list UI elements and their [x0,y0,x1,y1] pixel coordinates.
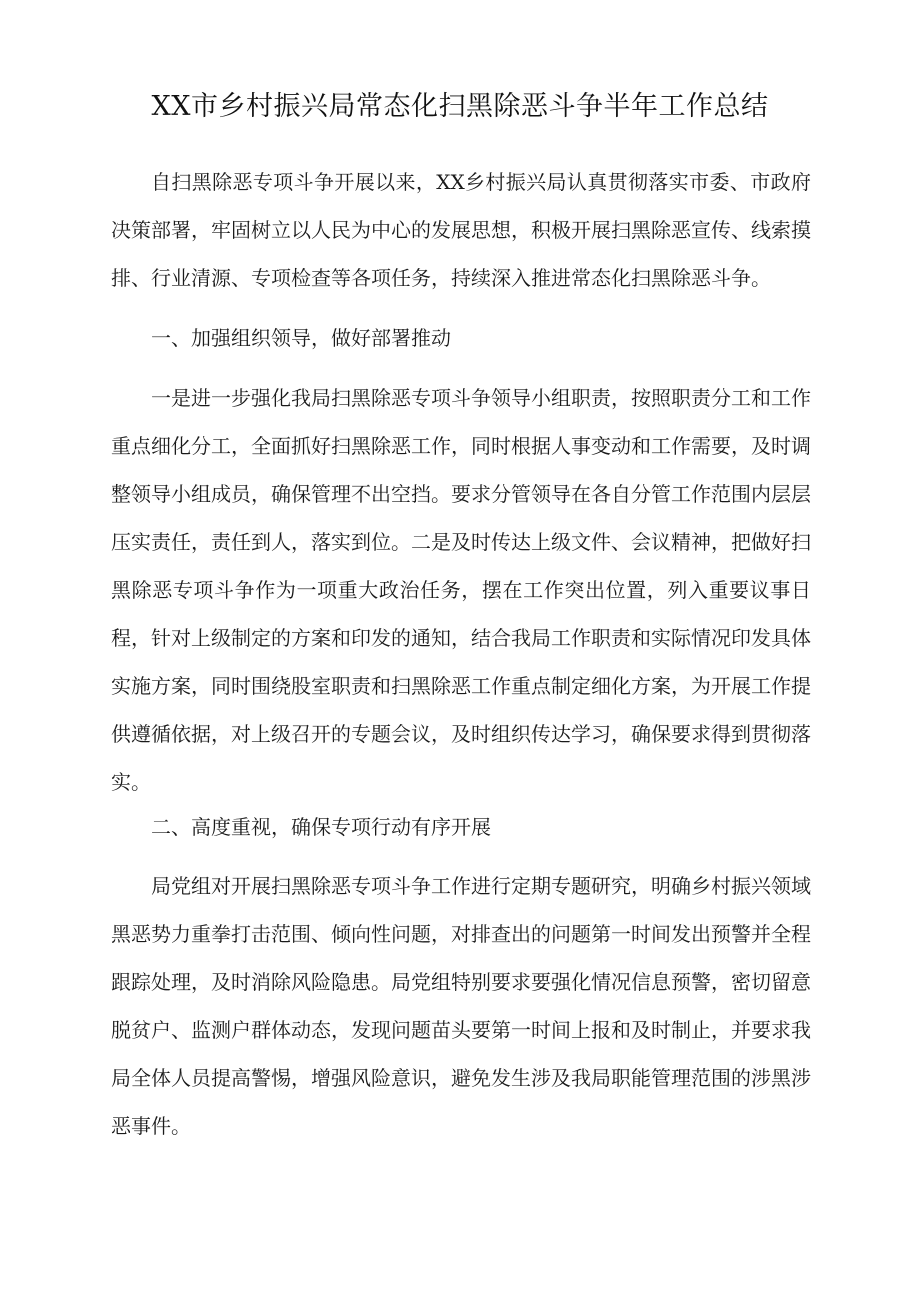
section-heading-2: 二、高度重视，确保专项行动有序开展 [151,815,491,839]
document-title: XX市乡村振兴局常态化扫黑除恶斗争半年工作总结 [151,91,769,122]
intro-paragraph: 自扫黑除恶专项斗争开展以来，XX乡村振兴局认真贯彻落实市委、市政府决策部署，牢固树立以人民为中心的发展思想，积极开展扫黑除恶宣传、线索摸排、行业清源、专项检查等各项任务，持续深入推进常态化扫黑除恶斗争。 [111,170,811,290]
section-heading-1: 一、加强组织领导，做好部署推动 [151,326,451,350]
section-body-1: 一是进一步强化我局扫黑除恶专项斗争领导小组职责，按照职责分工和工作重点细化分工，全面抓好扫黑除恶工作，同时根据人事变动和工作需要，及时调整领导小组成员，确保管理不出空挡。要求分管领导在各自分管工作范围内层层压实责任，责任到人，落实到位。二是及时传达上级文件、会议精神，把做好扫黑除恶专项斗争作为一项重大政治任务，摆在工作突出位置，列入重要议事日程，针对上级制定的方案和印发的通知，结合我局工作职责和实际情况印发具体实施方案，同时围绕股室职责和扫黑除恶工作重点制定细化方案，为开展工作提供遵循依据，对上级召开的专题会议，及时组织传达学习，确保要求得到贯彻落实。 [111,386,811,794]
section-body-2: 局党组对开展扫黑除恶专项斗争工作进行定期专题研究，明确乡村振兴领域黑恶势力重拳打击范围、倾向性问题，对排查出的问题第一时间发出预警并全程跟踪处理，及时消除风险隐患。局党组特别要求要强化情况信息预警，密切留意脱贫户、监测户群体动态，发现问题苗头要第一时间上报和及时制止，并要求我局全体人员提高警惕，增强风险意识，避免发生涉及我局职能管理范围的涉黑涉恶事件。 [111,874,811,1138]
